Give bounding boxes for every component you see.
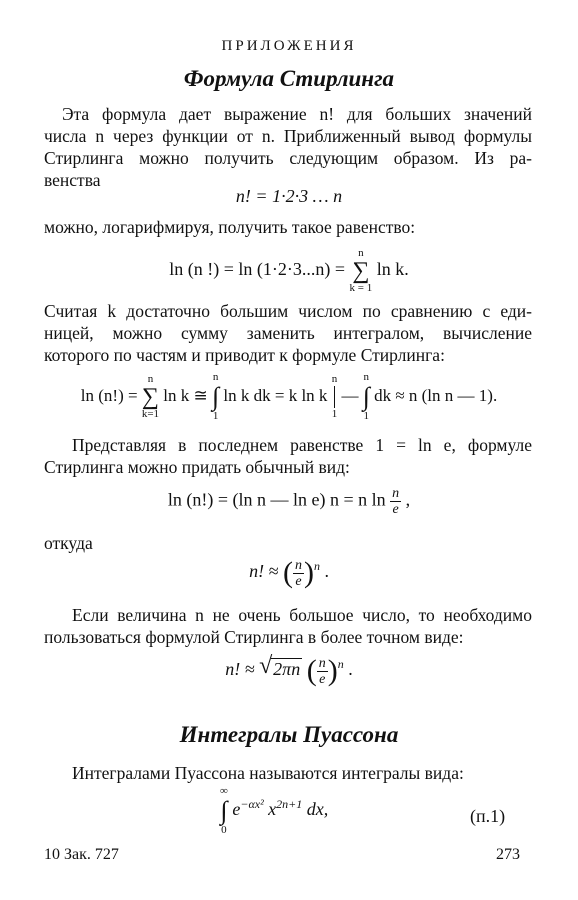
paragraph-usual-form [44,434,532,478]
fraction-numerator: n [392,486,400,501]
equation-text: ln (n !) = ln (1·2·3...n) = [169,259,350,280]
paragraph-intro [44,103,532,191]
paragraph-precise [44,604,532,648]
integral-upper-limit: n [212,371,219,383]
integral-lower-limit: 1 [212,410,219,422]
page-number: 273 [496,846,520,863]
paragraph-line: числа n через функции от n. Приближенный вывод формулы [44,126,532,146]
equation-stirling-precise: n! ≈ √ 2πn ( $\frac{n}{e}$ )$^n$ . [225,653,353,687]
integral-lower-limit: 1 [363,410,369,422]
paragraph-integral [44,300,532,366]
fraction-denominator: e [319,671,326,687]
paragraph-line: Считая k достаточно большим числом по сравнению с еди- [44,301,532,321]
exponent: −αx² [240,797,264,812]
fraction-numerator: n [294,557,302,573]
sum-lower-limit: k = 1 [349,282,373,294]
paragraph-line: ницей, можно сумму заменить интегралом, вычисление [44,323,532,343]
sum-lower-limit: k=1 [141,408,160,420]
sum-upper-limit: n [358,247,364,259]
exponent: n [337,657,344,672]
equation-text: ln k. [376,259,409,280]
paragraph-log [44,216,532,238]
fraction [317,656,328,687]
fraction-denominator: e [392,502,399,517]
evaluation-lower-limit: 1 [331,408,338,420]
footer-print-mark: 10 Зак. 727 [44,846,119,863]
paragraph-line: Если величина n не очень большое число, то необходимо [72,605,532,625]
paragraph-line: Эта формула дает выражение n! для больших значений [62,104,532,124]
exponent: 2n+1 [276,797,303,812]
equation-number: (п.1) [470,806,506,826]
fraction [293,558,304,589]
integral-upper-limit: n [363,371,369,383]
integral-symbol: n ∫ 1 [212,371,220,422]
section-title-poisson: Интегралы Пуассона [179,722,399,747]
fraction-numerator: n [318,655,326,671]
paragraph-line: можно, логарифмируя, получить такое равенство: [44,217,416,237]
equation-text: — [341,385,363,405]
equation-log-form [0,486,578,517]
equation-stirling-derivation [44,372,534,422]
paragraph-poisson [44,762,532,784]
fraction-denominator: e [295,573,302,589]
paragraph-line: которого по частям и приводит к формуле Стирлинга: [44,345,445,365]
equation-text: , [405,489,411,510]
fraction [390,486,401,517]
evaluation-upper-limit: n [331,373,338,385]
equation-text: ln (n!) = (ln n — ln e) n = n ln [167,489,391,510]
integral-lower-limit: 0 [221,824,227,836]
paragraph-line: венства [44,170,101,190]
equation-log-sum [0,248,578,294]
equation-poisson-integral [220,786,328,836]
evaluation-bar [332,374,338,420]
sum-symbol: n ∑ k = 1 [349,247,373,294]
equation-text: ln (n!) = [80,385,142,405]
sum-upper-limit: n [147,373,154,385]
sum-symbol: n ∑ k=1 [141,373,160,420]
equation-stirling-simple: n! ≈ ( $\frac{n}{e}$ )$^n$ . [249,556,329,589]
equation-text: x [263,799,277,820]
integral-symbol: n ∫ 1 [362,371,370,422]
running-header: ПРИЛОЖЕНИЯ [221,38,357,54]
equation-text: e [232,799,241,820]
paragraph-line: Стирлинга можно придать обычный вид: [44,457,350,477]
square-root: √ 2πn [259,653,301,680]
equation-text: n! ≈ [249,561,283,582]
equation-text: . [348,659,353,680]
paragraph-line: пользоваться формулой Стирлинга в более точном виде: [44,627,464,647]
equation-text: dk ≈ n (ln n — 1). [374,385,498,405]
equation-text: n! = 1·2·3 … n [235,186,343,206]
exponent: n [313,559,320,574]
paragraph-line: Интегралами Пуассона называются интегралы вида: [72,763,464,783]
equation-factorial [0,186,578,207]
paragraph-line: откуда [44,533,93,553]
equation-text: dx, [302,799,329,820]
equation-text: ln k ≅ [163,385,213,405]
paragraph-whence [44,532,532,554]
equation-text: . [324,561,329,582]
equation-text: ln k dk = k ln k [223,385,328,405]
radicand: 2πn [273,659,301,680]
equation-text: n! ≈ [225,659,260,680]
paragraph-line: Стирлинга можно получить следующим образом. Из ра- [44,148,532,168]
integral-symbol: ∞ ∫ 0 [220,785,228,836]
paragraph-line: Представляя в последнем равенстве 1 = ln e, формуле [72,435,532,455]
section-title-stirling: Формула Стирлинга [183,66,395,91]
integral-upper-limit: ∞ [220,785,228,797]
